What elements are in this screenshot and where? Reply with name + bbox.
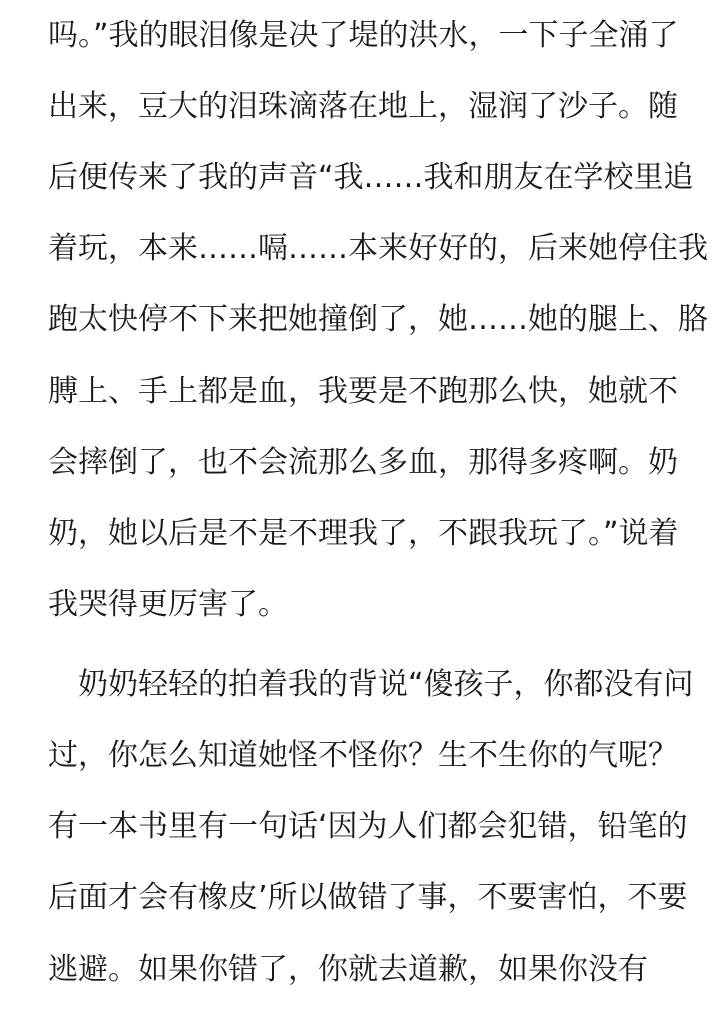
text-line-11: 过，你怎么知道她怪不怪你？生不生你的气呢？ [48,738,678,773]
paragraph-start-line: 奶奶轻轻的拍着我的背说“傻孩子，你都没有问 [78,667,694,702]
text-line-9: 我哭得更厉害了。 [48,587,288,622]
text-line-5: 跑太快停不下来把她撞倒了，她……她的腿上、胳 [48,302,708,337]
text-line-3: 后便传来了我的声音“我……我和朋友在学校里追 [48,160,694,195]
text-line-6: 膊上、手上都是血，我要是不跑那么快，她就不 [48,374,678,409]
text-line-4: 着玩，本来……嗝……本来好好的，后来她停住我 [48,231,708,266]
text-line-14: 逃避。如果你错了，你就去道歉，如果你没有 [48,952,648,987]
text-line-8: 奶，她以后是不是不理我了，不跟我玩了。”说着 [48,516,679,551]
text-line-12: 有一本书里有一句话‘因为人们都会犯错，铅笔的 [48,809,688,844]
text-line-2: 出来，豆大的泪珠滴落在地上，湿润了沙子。随 [48,89,678,124]
text-line-1: 吗。”我的眼泪像是决了堤的洪水，一下子全涌了 [48,18,679,53]
text-line-7: 会摔倒了，也不会流那么多血，那得多疼啊。奶 [48,445,678,480]
text-line-13: 后面才会有橡皮’所以做错了事，不要害怕，不要 [48,880,688,915]
